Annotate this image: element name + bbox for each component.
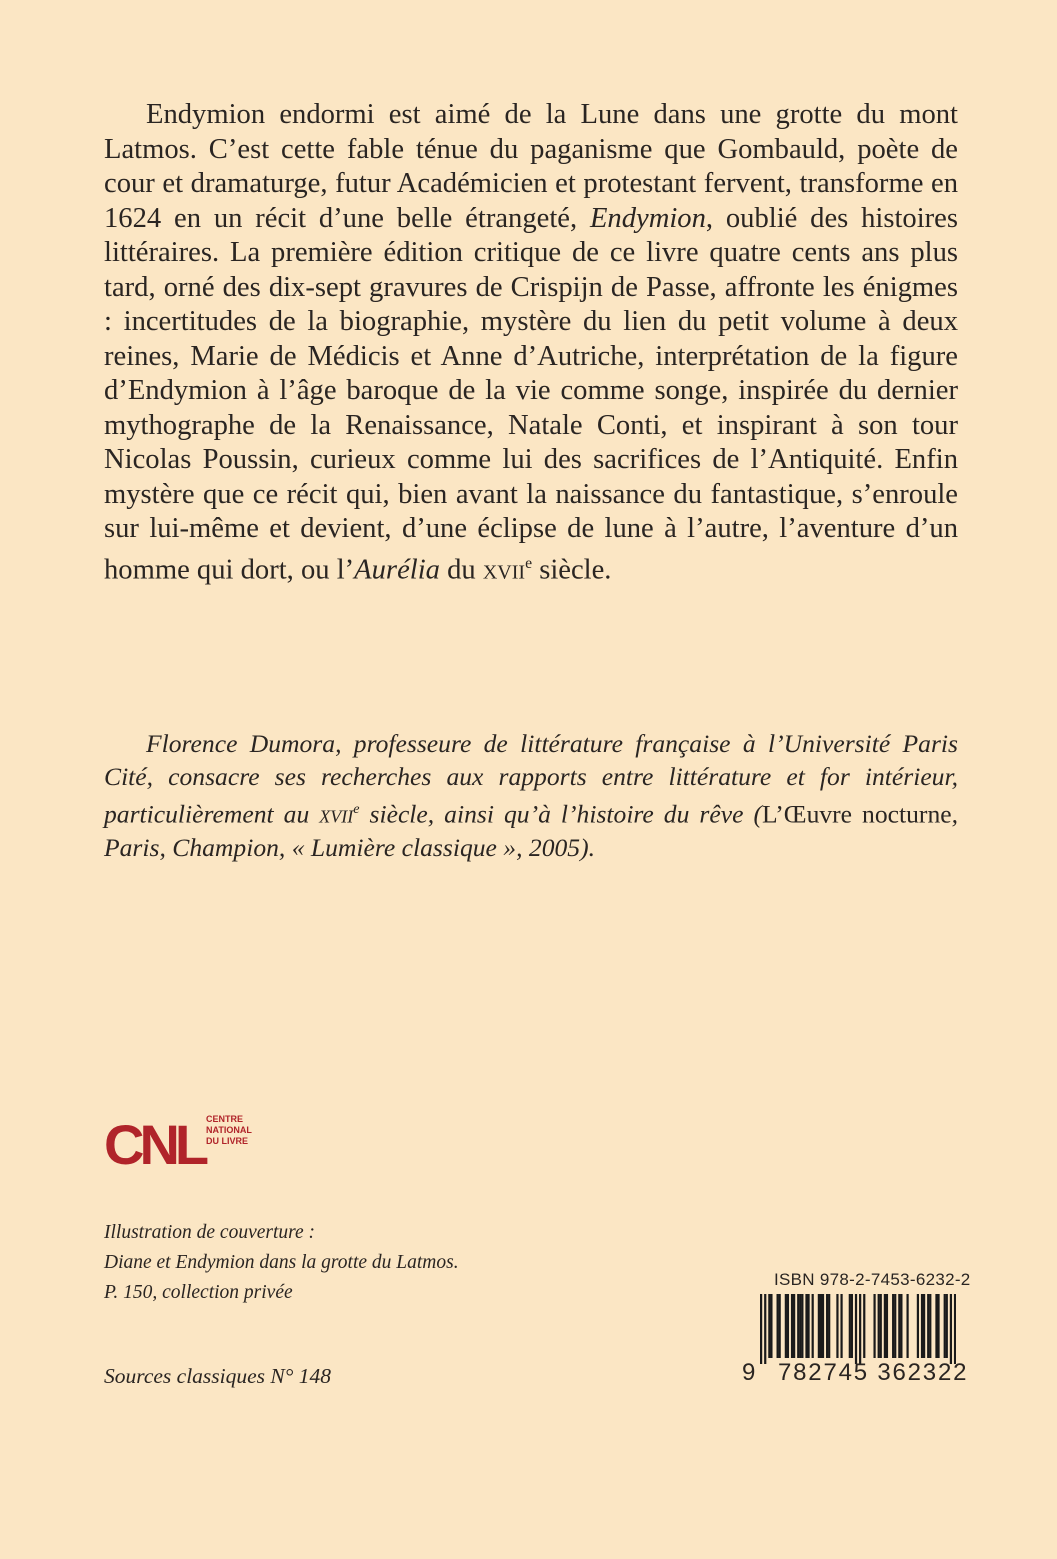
summary-aurelia-title: Aurélia [354, 554, 440, 586]
bio-text-3: , Paris, Champion, « Lumière classique », 2005). [104, 799, 959, 862]
cnl-logo [104, 1112, 274, 1174]
bio-century: xvii [319, 799, 354, 829]
credits-line-2: Diane et Endymion dans la grotte du Latmos. [104, 1252, 459, 1273]
barcode-bar [886, 1294, 888, 1358]
barcode-bar [937, 1294, 939, 1358]
barcode-bar [820, 1294, 822, 1358]
barcode-bar [898, 1294, 900, 1358]
barcode-bar [851, 1294, 853, 1358]
cover-credits [104, 1218, 664, 1308]
barcode-bar [770, 1294, 772, 1358]
barcode-bar [849, 1294, 851, 1358]
barcode-bar [791, 1294, 793, 1358]
cnl-line2: NATIONAL [206, 1125, 252, 1135]
ean-first-digit: 9 [742, 1359, 757, 1386]
barcode-bar [836, 1294, 838, 1358]
barcode-bar [892, 1294, 894, 1358]
barcode-bar [777, 1294, 779, 1358]
summary-century-sup: e [525, 554, 533, 572]
barcode-bar [828, 1294, 830, 1358]
bio-text-2: siècle, ainsi qu’à l’histoire du rêve ( [359, 799, 762, 829]
author-bio [104, 727, 958, 864]
barcode-bar [779, 1294, 781, 1358]
cnl-letters: CNL [104, 1113, 205, 1174]
barcode-bar [764, 1294, 766, 1364]
credits-line-1: Illustration de couverture : [104, 1222, 316, 1243]
summary-du: du [439, 554, 483, 586]
barcode-bar [873, 1294, 875, 1358]
barcode-bar [785, 1294, 787, 1358]
barcode-bar [935, 1294, 937, 1358]
barcode-bar [768, 1294, 770, 1358]
barcode-icon [760, 1294, 956, 1364]
barcode-bar [840, 1294, 842, 1358]
barcode-bar [818, 1294, 820, 1358]
barcode-bar [878, 1294, 880, 1358]
barcode-bar [923, 1294, 925, 1358]
barcode-bar [944, 1294, 946, 1358]
barcode-bar [801, 1294, 803, 1358]
summary-text: Endymion endormi est aimé de la Lune dans une grotte du mont Latmos. C’est cette fable ténue du paganisme que Gombauld, poète de cour et dramaturge, futur Académicien et protestant fervent, transforme en 1624 en un récit d’une belle étrangeté, [104, 99, 958, 234]
barcode-bar [760, 1294, 762, 1364]
isbn-label: ISBN 978-2-7453-6232-2 [774, 1270, 971, 1289]
credits-line-3: P. 150, collection privée [104, 1282, 293, 1303]
barcode-bar [900, 1294, 902, 1358]
barcode-bar [812, 1294, 814, 1358]
barcode-bar [906, 1294, 908, 1358]
bio-paragraph [104, 727, 958, 864]
cnl-line3: DU LIVRE [206, 1136, 249, 1146]
barcode-bar [894, 1294, 896, 1358]
barcode-bar [927, 1294, 929, 1358]
barcode-bar [863, 1294, 865, 1358]
barcode-bar [807, 1294, 809, 1358]
barcode-bar [880, 1294, 882, 1358]
cnl-line1: CENTRE [206, 1114, 244, 1124]
barcode-bar [954, 1294, 956, 1364]
barcode-bar [787, 1294, 789, 1358]
barcode-bar [855, 1294, 857, 1364]
summary-text-middle: , oublié des histoires littéraires. La première édition critique de ce livre quatre cents ans plus tard, orné des dix-sept gravures de Crispijn de Passe, affronte les énigmes : incertitudes de la biographie, mystère du lien du petit volume à deux reines, Marie de Médicis et Anne d’Autriche, interprétation de la figure d’Endymion à l’âge baroque de la vie comme songe, inspirée du dernier mythographe de la Renaissance, Natale Conti, et inspirant à son tour Nicolas Poussin, curieux comme lui des sacrifices de l’Antiquité. Enfin mystère que ce récit qui, bien avant la naissance du fantastique, s’enroule sur lui-même et devient, d’une éclipse de lune à l’autre, l’aventure d’un homme qui dort, ou l’ [104, 202, 958, 586]
summary-paragraph [104, 98, 958, 588]
bio-text: Florence Dumora, professeure de littérature française à l’Université Paris Cité, consacre ses recherches aux rapports entre littérature et for intérieur, particulièrement au [104, 729, 958, 829]
barcode-bar [917, 1294, 919, 1358]
barcode-bar [950, 1294, 952, 1364]
bio-century-sup: e [353, 801, 360, 817]
barcode-bar [826, 1294, 828, 1358]
barcode-bar [929, 1294, 931, 1358]
cnl-logo-graphic [104, 1112, 274, 1174]
bio-work-title: L’Œuvre nocturne [762, 799, 952, 829]
barcode-bar [799, 1294, 801, 1358]
barcode-bar [793, 1294, 795, 1358]
summary-book-title: Endymion [589, 202, 706, 234]
book-summary [104, 98, 958, 588]
barcode-bar [805, 1294, 807, 1358]
barcode-bar [859, 1294, 861, 1364]
barcode-bar [884, 1294, 886, 1358]
collection-label: Sources classiques N° 148 [104, 1364, 331, 1388]
barcode-bar [921, 1294, 923, 1358]
summary-century: xvii [482, 554, 526, 586]
barcode-bar [822, 1294, 824, 1358]
barcode-bar [797, 1294, 799, 1358]
summary-end: siècle. [532, 554, 612, 586]
barcode-bar [946, 1294, 948, 1358]
ean-rest-digits: 782745 362322 [778, 1359, 969, 1386]
